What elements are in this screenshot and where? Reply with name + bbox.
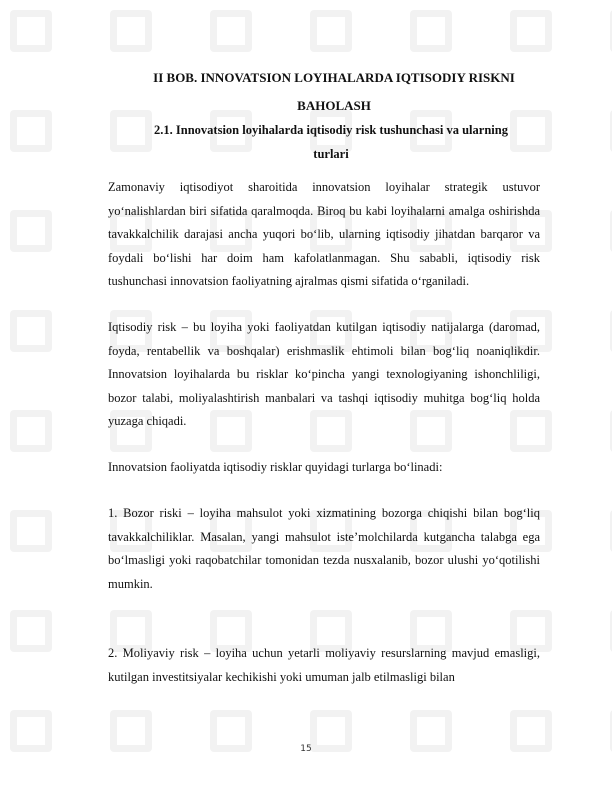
- chapter-title-line2: BAHOLASH: [297, 98, 371, 113]
- chapter-title-line1: II BOB. INNOVATSION LOYIHALARDA IQTISODIY RISKNI: [153, 70, 515, 85]
- section-title: [108, 118, 540, 166]
- paragraph-5: 2. Moliyaviy risk – loyiha uchun yetarli moliyaviy resurslarning mavjud emasligi, kutilgan investitsiyalar kechikishi yoki umuman jalb etilmasligi bilan: [108, 646, 540, 684]
- paragraph-1: Zamonaviy iqtisodiyot sharoitida innovatsion loyihalar strategik ustuvor yo‘nalishlardan biri sifatida qaralmoqda. Biroq bu kabi loyihalarni amalga oshirishda tavakkalchilik darajasi ancha yuqori bo‘lib, ularning iqtisodiy jihatdan barqaror va foydali bo‘lishi har doim ham kafolatlanmagan. Shu sababli, iqtisodiy risk tushunchasi innovatsion faoliyatning ajralmas qismi sifatida o‘rganiladi.: [108, 180, 540, 288]
- page-number: 15: [300, 744, 312, 754]
- paragraph-2: Iqtisodiy risk – bu loyiha yoki faoliyatdan kutilgan iqtisodiy natijalarga (daromad, foyda, rentabellik va boshqalar) erishmaslik ehtimoli bilan bog‘liq noaniqlikdir. Innovatsion loyihalarda bu risklar ko‘pincha yangi texnologiyaning ishonchliligi, bozor talabi, moliyalashtirish manbalari va tashqi iqtisodiy muhitga bog‘liq holda yuzaga chiqadi.: [108, 320, 540, 428]
- chapter-title: [108, 64, 540, 120]
- paragraph-4: 1. Bozor riski – loyiha mahsulot yoki xizmatining bozorga chiqishi bilan bog‘liq tavakkalchiliklar. Masalan, yangi mahsulot iste’molchilarda kutgancha talabga ega bo‘lmasligi yoki raqobatchilar tomonidan tezda nusxalanib, bozor ulushi yo‘qotilishi mumkin.: [108, 506, 540, 591]
- paragraph-3: Innovatsion faoliyatda iqtisodiy risklar quyidagi turlarga bo‘linadi:: [108, 460, 443, 474]
- section-title-line2: turlari: [313, 147, 349, 161]
- section-title-line1: 2.1. Innovatsion loyihalarda iqtisodiy risk tushunchasi va ularning: [154, 123, 508, 137]
